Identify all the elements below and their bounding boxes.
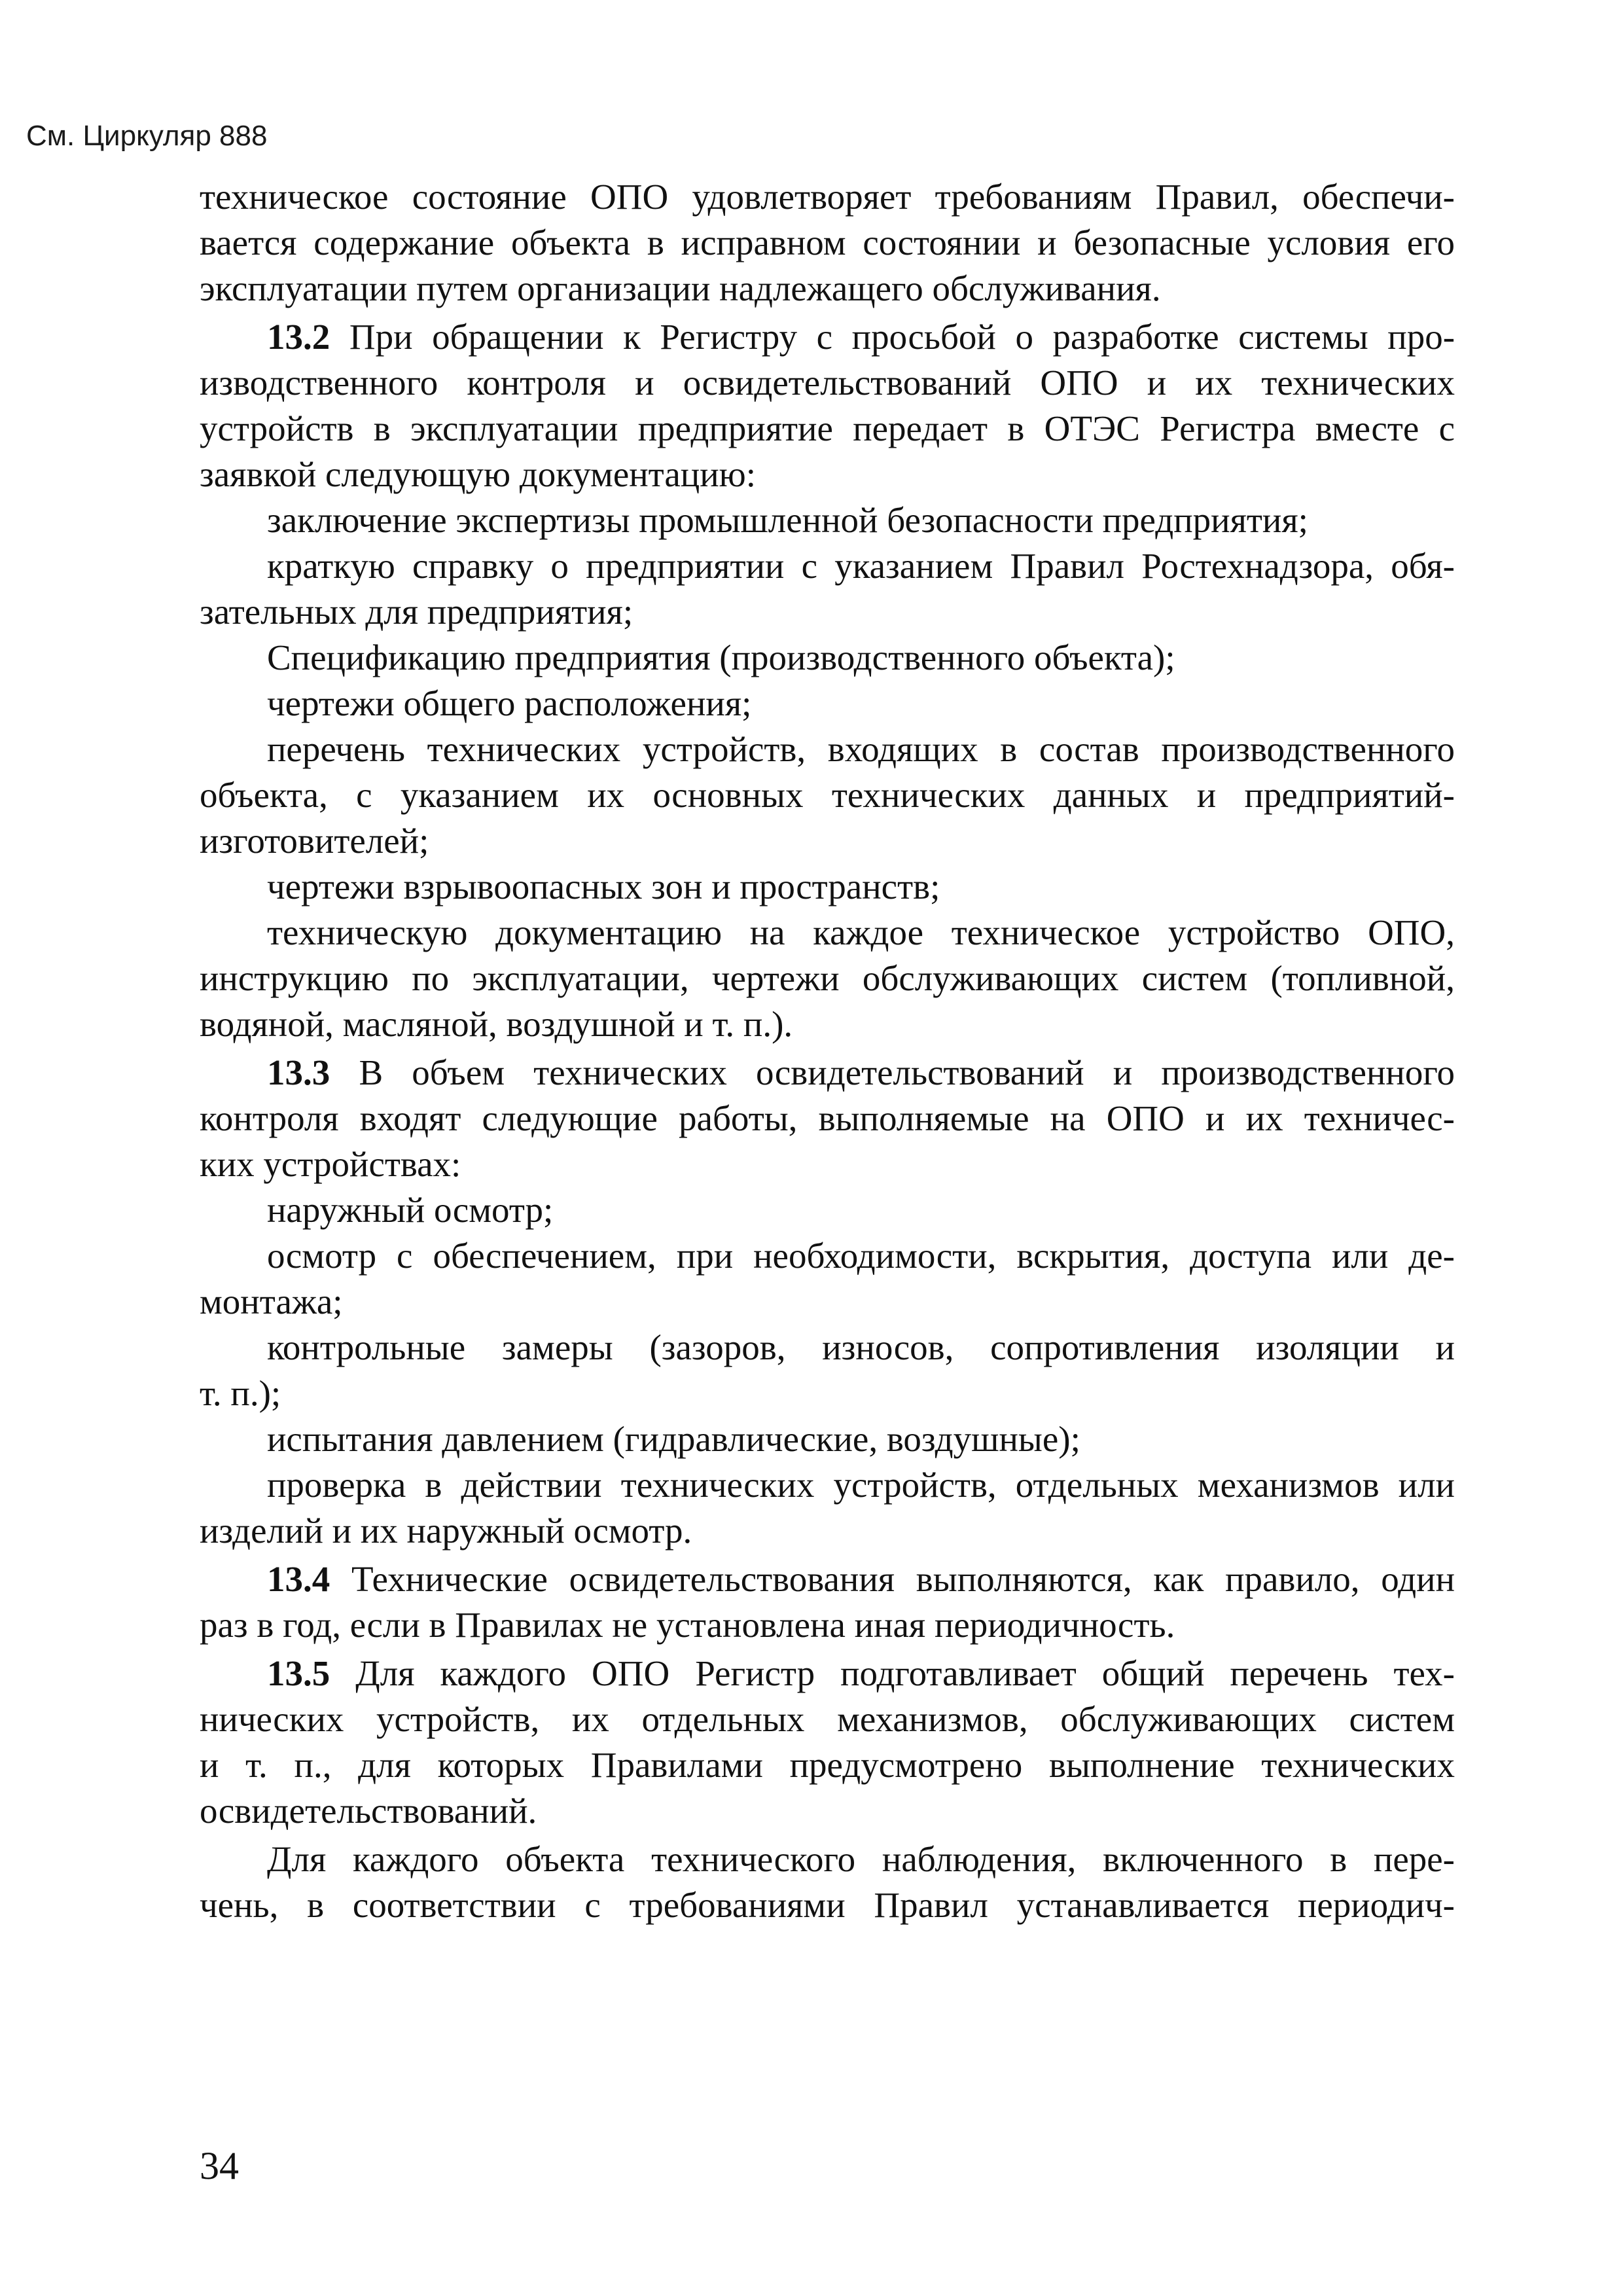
section-number: 13.3	[267, 1052, 330, 1092]
text-line: техническое состояние ОПО удовлетворяет требованиям Правил, обеспечи-	[200, 177, 1455, 217]
section-number: 13.5	[267, 1653, 330, 1693]
circular-reference-note: См. Циркуляр 888	[26, 120, 268, 152]
page-number: 34	[200, 2144, 239, 2187]
text-line: вается содержание объекта в исправном состоянии и безопасные условия его	[200, 223, 1455, 262]
list-item: чертежи общего расположения;	[267, 683, 752, 723]
text-line: изделий и их наружный осмотр.	[200, 1511, 692, 1551]
text-line: водяной, масляной, воздушной и т. п.).	[200, 1004, 793, 1044]
section-13-3-heading-line	[200, 1050, 1455, 1096]
text-fragment: В объем технических освидетельствований и производственного	[359, 1052, 1455, 1092]
text-line: монтажа;	[200, 1282, 343, 1321]
list-item: техническую документацию на каждое техническое устройство ОПО,	[267, 912, 1455, 952]
text-fragment: При обращении к Регистру с просьбой о разработке системы про-	[349, 317, 1455, 357]
section-13-5-heading-line	[200, 1651, 1455, 1696]
text-line: изготовителей;	[200, 821, 429, 861]
text-line: т. п.);	[200, 1373, 281, 1413]
list-item: краткую справку о предприятии с указанием Правил Ростехнадзора, обя-	[267, 546, 1455, 586]
text-line: устройств в эксплуатации предприятие передает в ОТЭС Регистра вместе с	[200, 408, 1455, 448]
text-line: чень, в соответствии с требованиями Правил устанавливается периодич-	[200, 1885, 1455, 1925]
text-line: изводственного контроля и освидетельствований ОПО и их технических	[200, 363, 1455, 403]
document-body	[200, 174, 1455, 1928]
text-line: освидетельствований.	[200, 1791, 537, 1831]
text-line: Для каждого объекта технического наблюдения, включенного в пере-	[267, 1839, 1455, 1879]
section-13-4-heading-line	[200, 1556, 1455, 1602]
text-line: нических устройств, их отдельных механизмов, обслуживающих систем	[200, 1699, 1455, 1739]
list-item: проверка в действии технических устройств, отдельных механизмов или	[267, 1465, 1455, 1505]
text-line: инструкцию по эксплуатации, чертежи обслуживающих систем (топливной,	[200, 958, 1455, 998]
list-item: испытания давлением (гидравлические, воздушные);	[267, 1419, 1080, 1459]
text-line: раз в год, если в Правилах не установлена иная периодичность.	[200, 1605, 1175, 1645]
text-line: контроля входят следующие работы, выполняемые на ОПО и их техничес-	[200, 1098, 1455, 1138]
section-13-2-heading-line	[200, 314, 1455, 360]
list-item: контрольные замеры (зазоров, износов, сопротивления изоляции и	[267, 1327, 1455, 1367]
text-line: объекта, с указанием их основных технических данных и предприятий-	[200, 775, 1455, 815]
list-item: Спецификацию предприятия (производственного объекта);	[267, 637, 1175, 677]
text-line: ких устройствах:	[200, 1144, 461, 1184]
list-item: чертежи взрывоопасных зон и пространств;	[267, 867, 940, 906]
text-fragment: Для каждого ОПО Регистр подготавливает общий перечень тех-	[355, 1653, 1455, 1693]
list-item: осмотр с обеспечением, при необходимости, вскрытия, доступа или де-	[267, 1236, 1455, 1276]
list-item: перечень технических устройств, входящих в состав производственного	[267, 729, 1455, 769]
text-line: и т. п., для которых Правилами предусмотрено выполнение технических	[200, 1745, 1455, 1785]
text-fragment: Технические освидетельствования выполняются, как правило, один	[351, 1559, 1455, 1599]
list-item: заключение экспертизы промышленной безопасности предприятия;	[267, 500, 1308, 540]
text-line: заявкой следующую документацию:	[200, 454, 757, 494]
list-item: наружный осмотр;	[267, 1190, 554, 1230]
section-number: 13.2	[267, 317, 330, 357]
section-number: 13.4	[267, 1559, 330, 1599]
text-line: зательных для предприятия;	[200, 592, 633, 632]
text-line: эксплуатации путем организации надлежащего обслуживания.	[200, 268, 1161, 308]
